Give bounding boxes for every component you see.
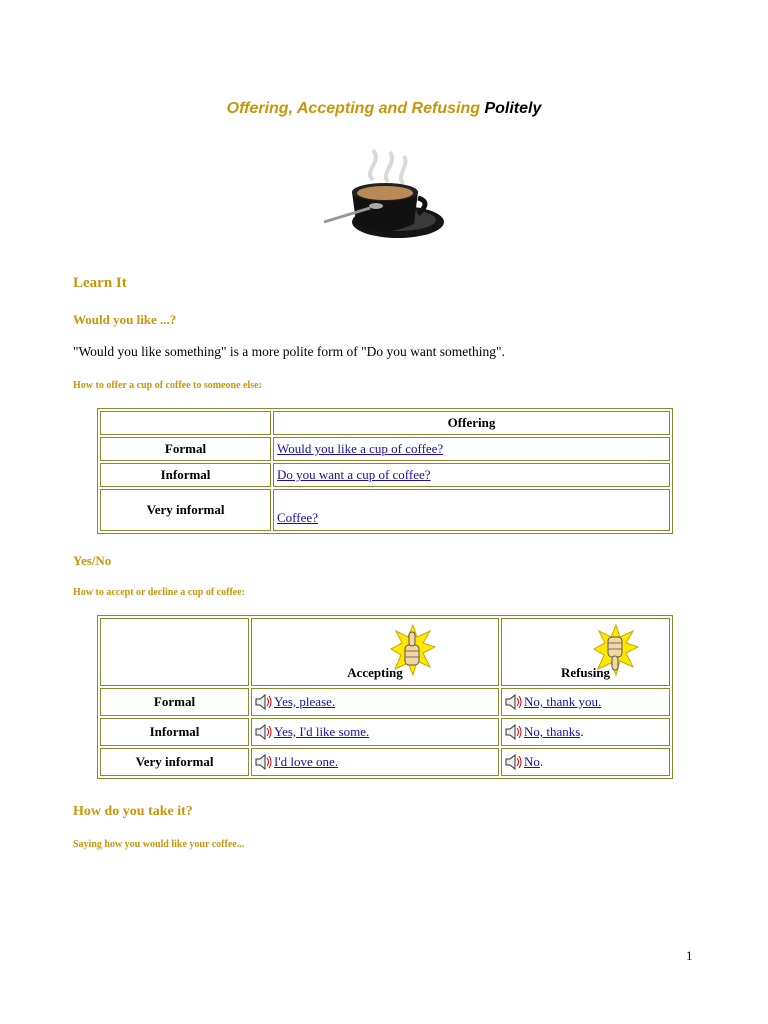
- table-row: [100, 489, 670, 531]
- would-you-like-heading: Would you like ...?: [73, 312, 177, 327]
- refuse-informal-link[interactable]: No, thanks: [524, 724, 581, 739]
- yes-no-heading: Yes/No: [73, 553, 112, 568]
- refusing-header: Refusing: [560, 665, 611, 680]
- thumbs-up-icon: [390, 623, 436, 679]
- row-label: Very informal: [100, 748, 249, 776]
- offering-table: [97, 408, 673, 534]
- refusing-header-cell: [501, 618, 670, 686]
- speaker-icon[interactable]: [255, 754, 273, 770]
- saying-caption: Saying how you would like your coffee...: [73, 839, 245, 850]
- refuse-very-informal-link[interactable]: No: [524, 754, 540, 769]
- speaker-icon[interactable]: [505, 694, 523, 710]
- how-take-heading: How do you take it?: [73, 804, 193, 819]
- intro-text: "Would you like something" is a more polite form of "Do you want something".: [73, 344, 505, 359]
- row-label: Informal: [100, 463, 271, 487]
- table-row: [100, 748, 670, 776]
- offer-caption: How to offer a cup of coffee to someone else:: [73, 380, 262, 391]
- accepting-header-cell: [251, 618, 499, 686]
- title-part-2: Politely: [484, 100, 542, 117]
- speaker-icon[interactable]: [255, 724, 273, 740]
- response-table: [97, 615, 673, 779]
- coffee-cup-image: [318, 140, 448, 258]
- table-row: [100, 437, 670, 461]
- offer-very-informal-link[interactable]: Coffee?: [277, 510, 318, 525]
- row-label: Very informal: [100, 489, 271, 531]
- speaker-icon[interactable]: [255, 694, 273, 710]
- row-label: Informal: [100, 718, 249, 746]
- speaker-icon[interactable]: [505, 754, 523, 770]
- accept-caption: How to accept or decline a cup of coffee:: [73, 587, 245, 598]
- table-row: [100, 718, 670, 746]
- title-part-1: Offering, Accepting and Refusing: [226, 100, 480, 117]
- row-label: Formal: [100, 437, 271, 461]
- offering-table-corner: [100, 411, 271, 435]
- speaker-icon[interactable]: [505, 724, 523, 740]
- table-row: [100, 688, 670, 716]
- accept-very-informal-link[interactable]: I'd love one.: [274, 754, 339, 769]
- accepting-header: Accepting: [347, 665, 403, 680]
- accept-informal-link[interactable]: Yes, I'd like some.: [274, 724, 370, 739]
- thumbs-down-icon: [593, 623, 639, 679]
- response-table-corner: [100, 618, 249, 686]
- row-label: Formal: [100, 688, 249, 716]
- learn-it-heading: Learn It: [73, 275, 127, 291]
- refuse-very-informal-suffix: .: [539, 754, 544, 769]
- refuse-formal-link[interactable]: No, thank you.: [524, 694, 602, 709]
- page-number: 1: [686, 948, 693, 963]
- accept-formal-link[interactable]: Yes, please.: [274, 694, 336, 709]
- offering-header: Offering: [273, 411, 670, 435]
- offer-formal-link[interactable]: Would you like a cup of coffee?: [277, 441, 444, 456]
- offer-informal-link[interactable]: Do you want a cup of coffee?: [277, 467, 431, 482]
- table-row: [100, 463, 670, 487]
- page-title: [0, 100, 768, 118]
- refuse-informal-suffix: .: [580, 724, 584, 739]
